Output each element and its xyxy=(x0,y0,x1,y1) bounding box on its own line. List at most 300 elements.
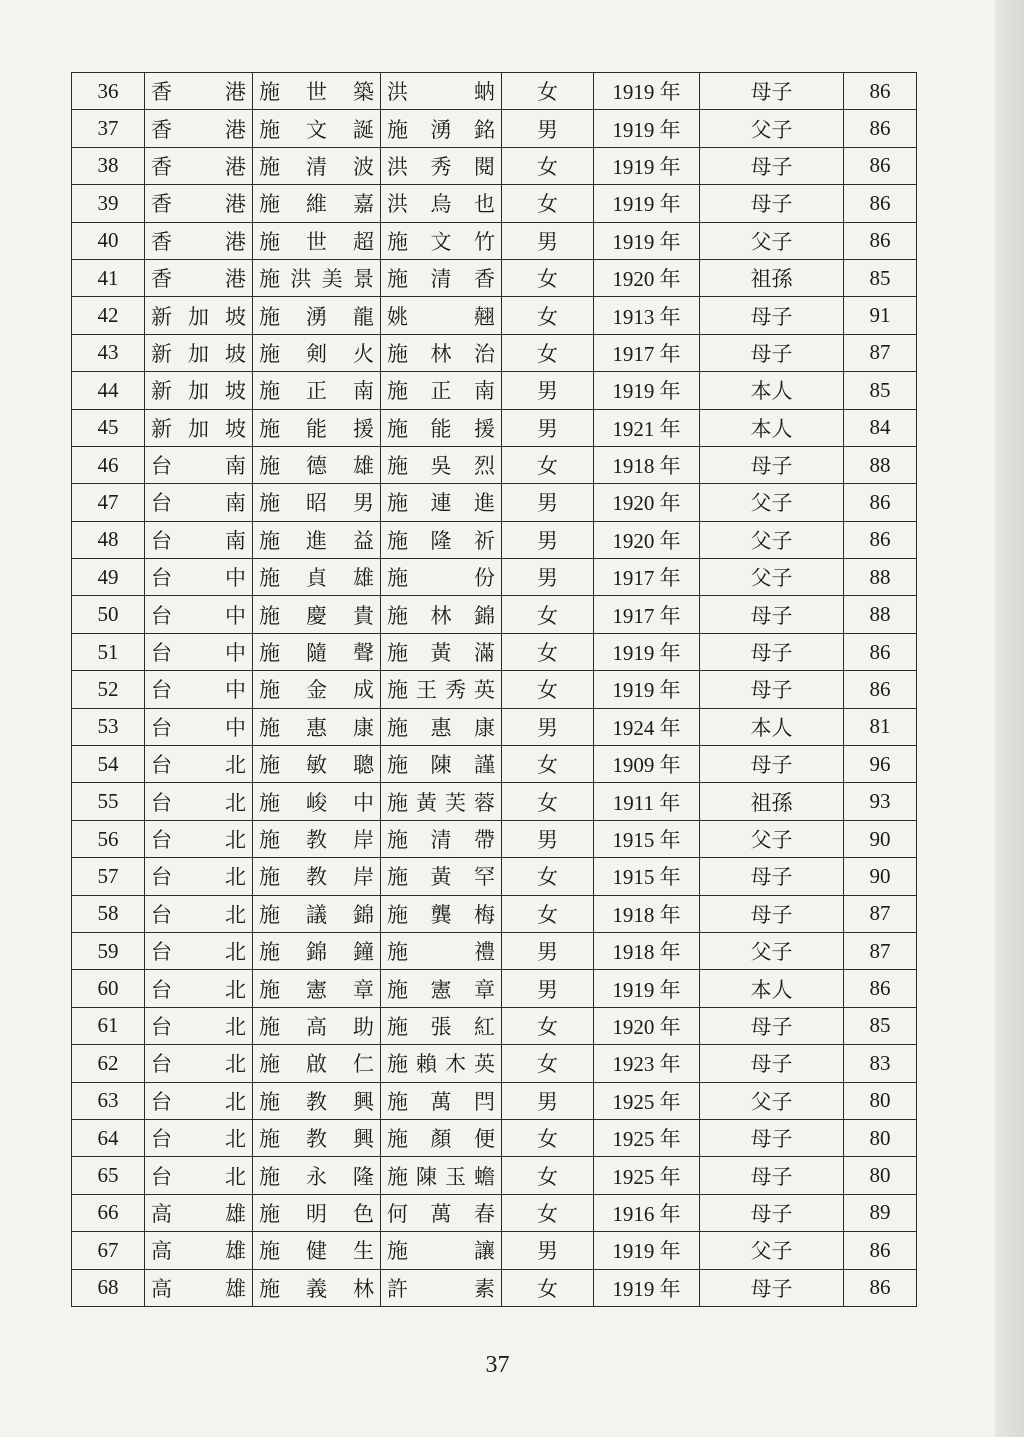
row-place xyxy=(145,484,253,521)
row-sex: 男 xyxy=(502,484,594,521)
row-spouse-text: 施 陳 謹 xyxy=(387,753,495,778)
row-relation: 父子 xyxy=(700,521,844,558)
row-relation: 父子 xyxy=(700,1232,844,1269)
row-sex: 男 xyxy=(502,970,594,1007)
row-name-text: 施 世 超 xyxy=(259,229,374,254)
row-spouse xyxy=(381,932,502,969)
row-spouse-text: 洪 秀 閱 xyxy=(387,154,495,179)
row-spouse-text: 施 隆 祈 xyxy=(387,528,495,553)
row-place xyxy=(145,895,253,932)
row-relation: 母子 xyxy=(700,185,844,222)
row-spouse xyxy=(381,633,502,670)
row-relation: 本人 xyxy=(700,708,844,745)
row-relation: 母子 xyxy=(700,1119,844,1156)
row-relation: 本人 xyxy=(700,409,844,446)
row-sex: 女 xyxy=(502,73,594,110)
row-relation: 母子 xyxy=(700,1194,844,1231)
row-relation: 父子 xyxy=(700,222,844,259)
row-place-text: 台 南 xyxy=(151,454,246,479)
row-place-text: 台 北 xyxy=(151,1164,246,1189)
table-row xyxy=(72,671,917,708)
row-number: 54 xyxy=(72,746,145,783)
row-place-text: 台 北 xyxy=(151,828,246,852)
row-number: 47 xyxy=(72,484,145,521)
row-name xyxy=(253,110,381,147)
row-place-text: 台 北 xyxy=(151,790,246,815)
row-number: 68 xyxy=(72,1269,145,1306)
row-year: 1915 年 xyxy=(594,858,700,895)
row-number: 66 xyxy=(72,1194,145,1231)
row-place-text: 台 北 xyxy=(151,902,246,927)
row-name-text: 施 昭 男 xyxy=(259,491,374,516)
row-year: 1919 年 xyxy=(594,671,700,708)
row-relation: 本人 xyxy=(700,372,844,409)
table-row xyxy=(72,1232,917,1269)
row-place xyxy=(145,671,253,708)
table-row xyxy=(72,110,917,147)
row-year: 1919 年 xyxy=(594,147,700,184)
row-relation: 母子 xyxy=(700,147,844,184)
row-year: 1909 年 xyxy=(594,746,700,783)
row-spouse-text: 施 憲 章 xyxy=(387,977,495,1002)
row-spouse xyxy=(381,446,502,483)
row-name-text: 施 世 築 xyxy=(259,80,374,105)
row-place xyxy=(145,334,253,371)
row-name-text: 施 錦 鐘 xyxy=(259,940,374,965)
table-row xyxy=(72,73,917,110)
row-number: 57 xyxy=(72,858,145,895)
row-sex: 女 xyxy=(502,297,594,334)
row-name xyxy=(253,633,381,670)
row-spouse xyxy=(381,484,502,521)
row-place xyxy=(145,297,253,334)
row-spouse-text: 施 文 竹 xyxy=(387,229,495,254)
row-year: 1919 年 xyxy=(594,110,700,147)
row-year: 1918 年 xyxy=(594,446,700,483)
row-name-text: 施 永 隆 xyxy=(259,1164,374,1189)
row-sex: 女 xyxy=(502,596,594,633)
row-place xyxy=(145,372,253,409)
row-spouse-text: 施 清 香 xyxy=(387,267,495,292)
row-age: 96 xyxy=(844,746,917,783)
row-age: 86 xyxy=(844,73,917,110)
row-sex: 男 xyxy=(502,222,594,259)
row-spouse-text: 施 王 秀 英 xyxy=(387,678,495,703)
row-year: 1915 年 xyxy=(594,820,700,857)
row-place xyxy=(145,1082,253,1119)
row-age: 80 xyxy=(844,1082,917,1119)
table-row xyxy=(72,783,917,820)
row-spouse-text: 施 份 xyxy=(387,566,495,591)
row-name-text: 施 惠 康 xyxy=(259,715,374,740)
row-relation: 母子 xyxy=(700,1157,844,1194)
table-row xyxy=(72,409,917,446)
row-name xyxy=(253,409,381,446)
row-year: 1919 年 xyxy=(594,73,700,110)
row-place-text: 台 北 xyxy=(151,753,246,778)
row-age: 85 xyxy=(844,259,917,296)
row-place xyxy=(145,222,253,259)
row-spouse-text: 何 萬 春 xyxy=(387,1201,495,1226)
row-relation: 母子 xyxy=(700,633,844,670)
row-sex: 女 xyxy=(502,633,594,670)
row-age: 86 xyxy=(844,110,917,147)
row-name-text: 施 敏 聰 xyxy=(259,753,374,778)
row-name xyxy=(253,259,381,296)
row-spouse xyxy=(381,185,502,222)
row-name xyxy=(253,746,381,783)
row-place-text: 新 加 坡 xyxy=(151,341,246,366)
row-place xyxy=(145,1119,253,1156)
row-name-text: 施 教 岸 xyxy=(259,865,374,890)
row-name-text: 施 剣 火 xyxy=(259,341,374,366)
row-sex: 女 xyxy=(502,1269,594,1306)
row-place-text: 台 南 xyxy=(151,491,246,516)
row-name-text: 施 峻 中 xyxy=(259,790,374,815)
row-number: 55 xyxy=(72,783,145,820)
row-name xyxy=(253,1232,381,1269)
row-spouse-text: 施 吳 烈 xyxy=(387,454,495,479)
row-name-text: 施 維 嘉 xyxy=(259,192,374,217)
row-age: 83 xyxy=(844,1045,917,1082)
row-name xyxy=(253,1045,381,1082)
row-name-text: 施 貞 雄 xyxy=(259,566,374,591)
row-name-text: 施 能 援 xyxy=(259,416,374,441)
row-name-text: 施 文 誕 xyxy=(259,117,374,142)
row-place-text: 新 加 坡 xyxy=(151,304,246,329)
row-year: 1920 年 xyxy=(594,484,700,521)
row-number: 61 xyxy=(72,1007,145,1044)
row-relation: 父子 xyxy=(700,1082,844,1119)
row-place-text: 高 雄 xyxy=(151,1201,246,1226)
row-age: 86 xyxy=(844,222,917,259)
table-row xyxy=(72,1007,917,1044)
row-name xyxy=(253,484,381,521)
row-relation: 母子 xyxy=(700,1269,844,1306)
row-place xyxy=(145,1194,253,1231)
table-row xyxy=(72,970,917,1007)
row-year: 1918 年 xyxy=(594,895,700,932)
row-sex: 男 xyxy=(502,1232,594,1269)
row-sex: 男 xyxy=(502,521,594,558)
row-place-text: 香 港 xyxy=(151,80,246,105)
row-spouse-text: 施 正 南 xyxy=(387,379,495,404)
row-relation: 母子 xyxy=(700,297,844,334)
row-year: 1913 年 xyxy=(594,297,700,334)
row-year: 1918 年 xyxy=(594,932,700,969)
row-sex: 女 xyxy=(502,783,594,820)
table-row xyxy=(72,895,917,932)
table-row xyxy=(72,932,917,969)
table-row xyxy=(72,633,917,670)
row-spouse xyxy=(381,334,502,371)
row-year: 1911 年 xyxy=(594,783,700,820)
row-name xyxy=(253,671,381,708)
row-spouse xyxy=(381,671,502,708)
row-name xyxy=(253,858,381,895)
row-place-text: 香 港 xyxy=(151,267,246,292)
table-row xyxy=(72,446,917,483)
row-place-text: 新 加 坡 xyxy=(151,379,246,404)
row-age: 80 xyxy=(844,1119,917,1156)
row-name-text: 施 洪 美 景 xyxy=(259,267,374,292)
row-spouse xyxy=(381,1007,502,1044)
row-spouse-text: 施 黃 罕 xyxy=(387,865,495,890)
row-spouse-text: 許 素 xyxy=(387,1276,495,1301)
row-name-text: 施 高 助 xyxy=(259,1014,374,1039)
row-year: 1920 年 xyxy=(594,1007,700,1044)
row-spouse xyxy=(381,858,502,895)
row-year: 1917 年 xyxy=(594,334,700,371)
row-relation: 母子 xyxy=(700,596,844,633)
roster-body xyxy=(72,73,917,1307)
row-place xyxy=(145,1007,253,1044)
row-sex: 女 xyxy=(502,1045,594,1082)
row-year: 1916 年 xyxy=(594,1194,700,1231)
row-sex: 女 xyxy=(502,147,594,184)
row-name xyxy=(253,147,381,184)
row-relation: 祖孫 xyxy=(700,259,844,296)
row-sex: 女 xyxy=(502,259,594,296)
row-number: 58 xyxy=(72,895,145,932)
row-number: 45 xyxy=(72,409,145,446)
row-year: 1923 年 xyxy=(594,1045,700,1082)
row-sex: 男 xyxy=(502,932,594,969)
row-age: 87 xyxy=(844,932,917,969)
row-place xyxy=(145,970,253,1007)
row-relation: 母子 xyxy=(700,746,844,783)
row-year: 1920 年 xyxy=(594,521,700,558)
row-relation: 母子 xyxy=(700,895,844,932)
row-age: 88 xyxy=(844,596,917,633)
row-relation: 母子 xyxy=(700,73,844,110)
table-row xyxy=(72,820,917,857)
row-place-text: 台 中 xyxy=(151,715,246,740)
row-spouse-text: 施 連 進 xyxy=(387,491,495,516)
row-name-text: 施 啟 仁 xyxy=(259,1052,374,1077)
row-spouse-text: 施 湧 銘 xyxy=(387,117,495,142)
row-place xyxy=(145,559,253,596)
row-spouse-text: 施 林 錦 xyxy=(387,603,495,628)
row-name-text: 施 德 雄 xyxy=(259,454,374,479)
row-age: 88 xyxy=(844,559,917,596)
row-year: 1924 年 xyxy=(594,708,700,745)
row-spouse xyxy=(381,1269,502,1306)
row-relation: 母子 xyxy=(700,1007,844,1044)
row-place xyxy=(145,147,253,184)
row-spouse xyxy=(381,1194,502,1231)
row-relation: 父子 xyxy=(700,820,844,857)
row-year: 1919 年 xyxy=(594,633,700,670)
row-place-text: 台 中 xyxy=(151,603,246,628)
row-place-text: 台 北 xyxy=(151,865,246,890)
row-year: 1925 年 xyxy=(594,1082,700,1119)
row-spouse-text: 施 清 帶 xyxy=(387,828,495,852)
table-row xyxy=(72,858,917,895)
row-place-text: 台 南 xyxy=(151,528,246,553)
row-spouse xyxy=(381,1232,502,1269)
row-age: 87 xyxy=(844,334,917,371)
row-sex: 女 xyxy=(502,1194,594,1231)
row-name xyxy=(253,185,381,222)
row-name-text: 施 進 益 xyxy=(259,528,374,553)
row-name xyxy=(253,596,381,633)
row-place xyxy=(145,521,253,558)
row-sex: 女 xyxy=(502,858,594,895)
row-age: 86 xyxy=(844,1269,917,1306)
row-year: 1919 年 xyxy=(594,1232,700,1269)
row-place xyxy=(145,185,253,222)
row-place-text: 台 北 xyxy=(151,1052,246,1077)
row-age: 86 xyxy=(844,185,917,222)
row-age: 86 xyxy=(844,970,917,1007)
row-place xyxy=(145,409,253,446)
row-name-text: 施 教 興 xyxy=(259,1127,374,1152)
row-age: 86 xyxy=(844,147,917,184)
row-place-text: 香 港 xyxy=(151,117,246,142)
row-number: 52 xyxy=(72,671,145,708)
row-place xyxy=(145,110,253,147)
row-age: 86 xyxy=(844,1232,917,1269)
table-row xyxy=(72,185,917,222)
row-number: 60 xyxy=(72,970,145,1007)
row-name xyxy=(253,970,381,1007)
row-number: 51 xyxy=(72,633,145,670)
row-place-text: 台 北 xyxy=(151,977,246,1002)
row-year: 1919 年 xyxy=(594,222,700,259)
row-name xyxy=(253,297,381,334)
row-spouse-text: 施 龔 梅 xyxy=(387,902,495,927)
row-spouse-text: 施 萬 閂 xyxy=(387,1089,495,1114)
row-spouse xyxy=(381,559,502,596)
row-age: 89 xyxy=(844,1194,917,1231)
page-gutter xyxy=(995,0,1024,1437)
row-relation: 母子 xyxy=(700,858,844,895)
row-sex: 女 xyxy=(502,1007,594,1044)
roster-table xyxy=(71,72,917,1307)
row-age: 90 xyxy=(844,858,917,895)
row-name-text: 施 慶 貴 xyxy=(259,603,374,628)
row-number: 41 xyxy=(72,259,145,296)
row-name xyxy=(253,708,381,745)
row-spouse-text: 施 顏 便 xyxy=(387,1127,495,1152)
row-age: 80 xyxy=(844,1157,917,1194)
row-spouse xyxy=(381,708,502,745)
row-place-text: 台 北 xyxy=(151,940,246,965)
row-age: 87 xyxy=(844,895,917,932)
row-place xyxy=(145,73,253,110)
row-spouse-text: 施 林 治 xyxy=(387,341,495,366)
row-spouse xyxy=(381,409,502,446)
row-place xyxy=(145,746,253,783)
row-place xyxy=(145,1269,253,1306)
row-number: 46 xyxy=(72,446,145,483)
row-name-text: 施 健 生 xyxy=(259,1239,374,1264)
row-place xyxy=(145,783,253,820)
row-age: 86 xyxy=(844,484,917,521)
row-sex: 女 xyxy=(502,895,594,932)
row-name xyxy=(253,334,381,371)
row-relation: 母子 xyxy=(700,671,844,708)
row-place-text: 新 加 坡 xyxy=(151,416,246,441)
table-row xyxy=(72,222,917,259)
row-number: 56 xyxy=(72,820,145,857)
row-year: 1919 年 xyxy=(594,1269,700,1306)
row-number: 38 xyxy=(72,147,145,184)
row-name xyxy=(253,1007,381,1044)
row-place-text: 台 北 xyxy=(151,1089,246,1114)
row-spouse-text: 姚 翹 xyxy=(387,304,495,329)
row-place xyxy=(145,633,253,670)
row-place xyxy=(145,1232,253,1269)
row-sex: 女 xyxy=(502,746,594,783)
row-sex: 男 xyxy=(502,820,594,857)
row-relation: 父子 xyxy=(700,110,844,147)
row-spouse xyxy=(381,1119,502,1156)
row-age: 86 xyxy=(844,633,917,670)
row-number: 59 xyxy=(72,932,145,969)
row-number: 65 xyxy=(72,1157,145,1194)
table-row xyxy=(72,1082,917,1119)
row-place xyxy=(145,259,253,296)
row-sex: 女 xyxy=(502,334,594,371)
row-relation: 父子 xyxy=(700,484,844,521)
row-number: 42 xyxy=(72,297,145,334)
table-row xyxy=(72,1119,917,1156)
row-year: 1920 年 xyxy=(594,259,700,296)
row-sex: 男 xyxy=(502,559,594,596)
row-name xyxy=(253,783,381,820)
row-name xyxy=(253,820,381,857)
row-name xyxy=(253,895,381,932)
table-row xyxy=(72,484,917,521)
table-row xyxy=(72,1045,917,1082)
row-place xyxy=(145,596,253,633)
row-spouse xyxy=(381,521,502,558)
row-name-text: 施 明 色 xyxy=(259,1201,374,1226)
table-row xyxy=(72,708,917,745)
row-number: 64 xyxy=(72,1119,145,1156)
row-sex: 男 xyxy=(502,708,594,745)
row-spouse-text: 洪 烏 也 xyxy=(387,192,495,217)
row-spouse xyxy=(381,970,502,1007)
row-number: 53 xyxy=(72,708,145,745)
row-spouse xyxy=(381,222,502,259)
row-number: 67 xyxy=(72,1232,145,1269)
row-spouse xyxy=(381,895,502,932)
row-place-text: 台 中 xyxy=(151,641,246,666)
row-name-text: 施 湧 龍 xyxy=(259,304,374,329)
row-spouse xyxy=(381,147,502,184)
row-place-text: 高 雄 xyxy=(151,1239,246,1264)
row-relation: 母子 xyxy=(700,334,844,371)
row-name-text: 施 正 南 xyxy=(259,379,374,404)
row-spouse xyxy=(381,73,502,110)
row-spouse-text: 施 黃 滿 xyxy=(387,641,495,666)
row-name xyxy=(253,73,381,110)
row-year: 1925 年 xyxy=(594,1157,700,1194)
row-sex: 男 xyxy=(502,409,594,446)
row-relation: 母子 xyxy=(700,446,844,483)
row-year: 1917 年 xyxy=(594,596,700,633)
row-age: 85 xyxy=(844,1007,917,1044)
table-row xyxy=(72,259,917,296)
row-name-text: 施 議 錦 xyxy=(259,902,374,927)
row-spouse xyxy=(381,372,502,409)
row-age: 85 xyxy=(844,372,917,409)
row-number: 37 xyxy=(72,110,145,147)
row-number: 50 xyxy=(72,596,145,633)
